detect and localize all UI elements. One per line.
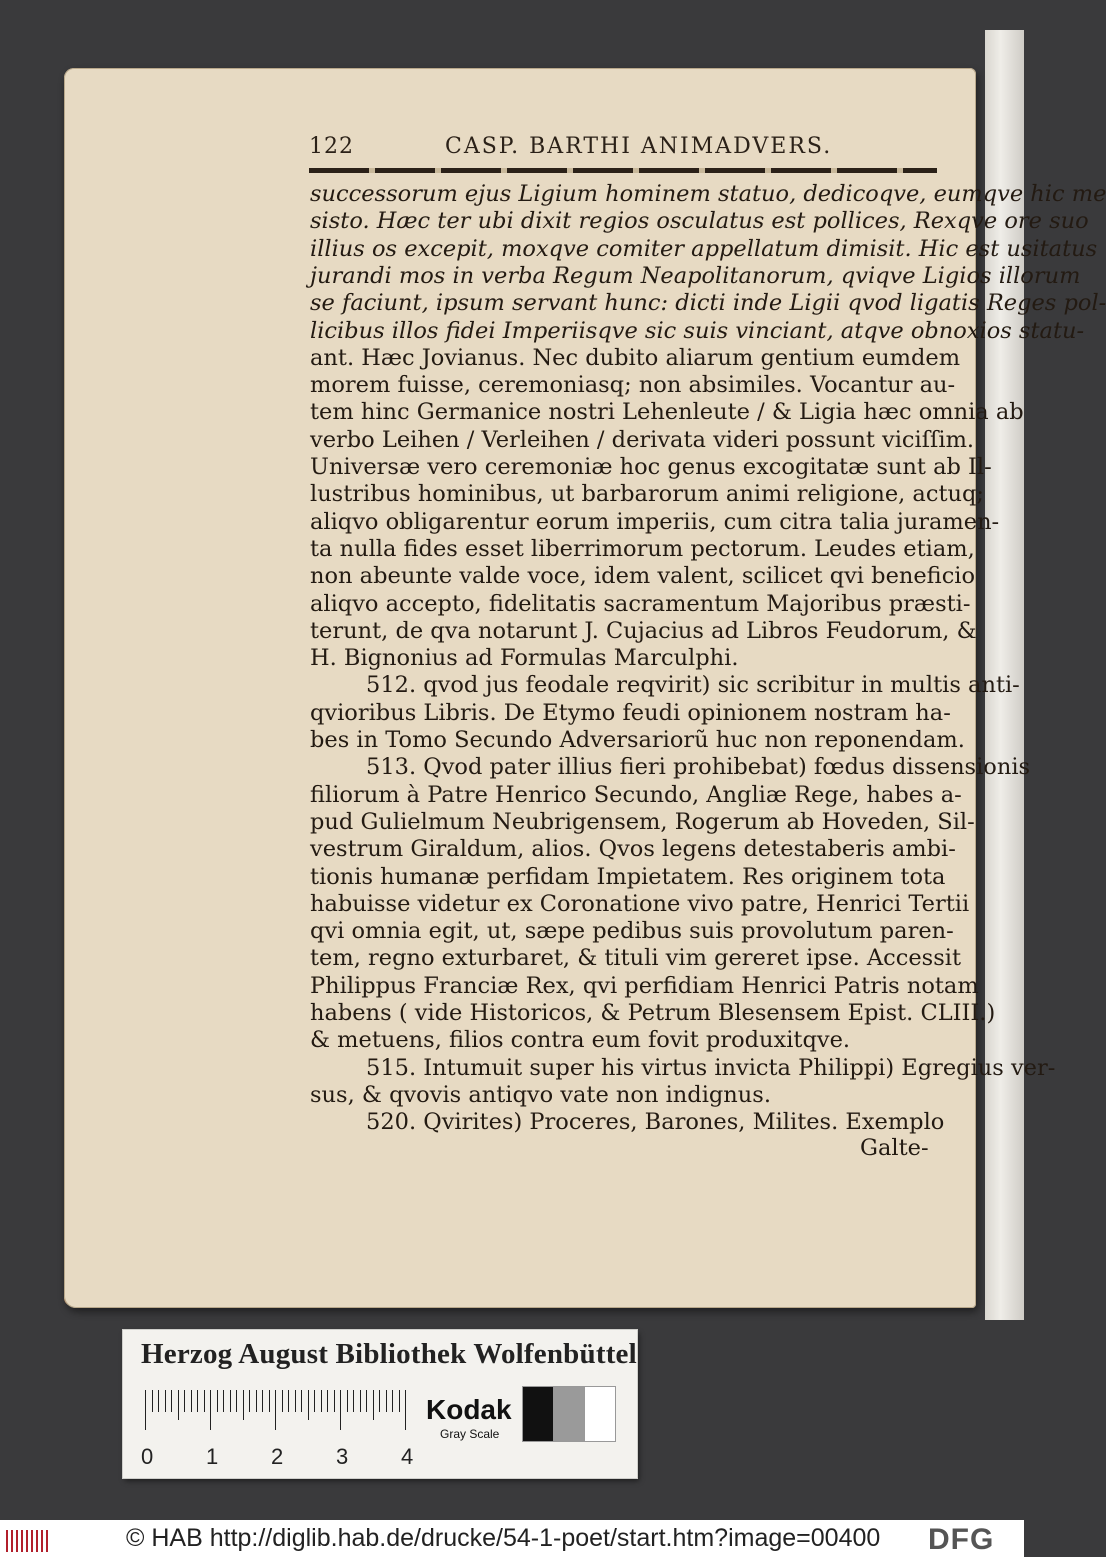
ruler-tick (314, 1390, 315, 1412)
gray-swatch (522, 1386, 554, 1442)
text-line: pud Gulielmum Neubrigensem, Rogerum ab Hoveden, Sil- (310, 808, 975, 835)
ruler-tick (327, 1390, 328, 1412)
ruler-tick (158, 1390, 159, 1412)
running-head: CASP. BARTHI ANIMADVERS. (445, 134, 833, 159)
page-number: 122 (309, 134, 354, 159)
ruler-number: 1 (206, 1444, 219, 1469)
barcode-icon (6, 1530, 48, 1552)
text-line: lustribus hominibus, ut barbarorum animi religione, actuq; (310, 481, 984, 508)
text-line: tionis humanæ perfidam Impietatem. Res originem tota (310, 863, 946, 890)
ruler-tick (197, 1390, 198, 1412)
ruler-tick (301, 1390, 302, 1412)
ruler-tick (360, 1390, 361, 1412)
ruler-tick (178, 1390, 179, 1420)
ruler-tick (373, 1390, 374, 1420)
text-line: bes in Tomo Secundo Adversariorũ huc non reponendam. (310, 727, 965, 753)
text-line: terunt, de qva notarunt J. Cujacius ad Libros Feudorum, & (310, 617, 977, 644)
ruler-tick (288, 1390, 289, 1412)
text-line: qvi omnia egit, ut, sæpe pedibus suis provolutum paren- (310, 918, 954, 945)
ruler-tick (223, 1390, 224, 1412)
text-line: H. Bignonius ad Formulas Marculphi. (310, 645, 739, 672)
ruler-tick (392, 1390, 393, 1412)
kodak-logo: Kodak (426, 1394, 512, 1425)
text-line: habuisse videtur ex Coronatione vivo patre, Henrici Tertii (310, 890, 970, 917)
text-line: filiorum à Patre Henrico Secundo, Angliæ Rege, habes a- (310, 781, 962, 808)
text-line: 520. Qvirites) Proceres, Barones, Milites. Exemplo (366, 1109, 945, 1136)
gray-swatch (553, 1386, 585, 1442)
ruler-tick (152, 1390, 153, 1412)
text-line: licibus illos fidei Imperiisqve sic suis vinciant, atqve obnoxios statu- (310, 317, 1085, 344)
text-line: non abeunte valde voce, idem valent, scilicet qvi beneficio (310, 563, 976, 590)
ruler-tick (204, 1390, 205, 1412)
text-line: & metuens, filios contra eum fovit produxitqve. (310, 1027, 851, 1054)
text-line: illius os excepit, moxqve comiter appellatum dimisit. Hic est usitatus (310, 235, 1098, 262)
library-color-card (123, 1330, 637, 1478)
dfg-logo: DFG (928, 1523, 995, 1556)
text-line: Philippus Franciæ Rex, qvi perfidiam Henrici Patris notam (310, 972, 979, 999)
ruler-tick (184, 1390, 185, 1412)
ruler-number: 3 (336, 1444, 349, 1469)
ruler-tick (347, 1390, 348, 1412)
ruler-number: 0 (141, 1444, 154, 1469)
footer-bar (0, 1520, 1024, 1557)
gray-scale-label: Gray Scale (440, 1427, 500, 1441)
ruler-tick (308, 1390, 309, 1420)
text-line: qvioribus Libris. De Etymo feudi opinionem nostram ha- (310, 699, 951, 726)
ruler-tick (236, 1390, 237, 1412)
ruler-tick (275, 1390, 276, 1430)
text-line: verbo Leihen / Verleihen / derivata videri possunt viciſſim. (310, 426, 975, 453)
text-line: tem hinc Germanice nostri Lehenleute / & Ligia hæc omnia ab (310, 399, 1024, 426)
ruler-tick (249, 1390, 250, 1412)
text-line: habens ( vide Historicos, & Petrum Blesensem Epist. CLIII.) (310, 1000, 996, 1026)
gray-swatch (584, 1386, 616, 1442)
ruler-tick (171, 1390, 172, 1412)
library-name: Herzog August Bibliothek Wolfenbüttel (141, 1338, 637, 1370)
text-line: morem fuisse, ceremoniasq; non absimiles. Vocantur au- (310, 372, 956, 399)
ruler-tick (145, 1390, 146, 1430)
text-line: ta nulla fides esset liberrimorum pectorum. Leudes etiam, (310, 535, 975, 562)
text-line: tem, regno exturbaret, & tituli vim gereret ipse. Accessit (310, 945, 961, 972)
text-line: 512. qvod jus feodale reqvirit) sic scribitur in multis anti- (366, 672, 1020, 699)
ruler-tick (165, 1390, 166, 1412)
ruler-number: 2 (271, 1444, 284, 1469)
ruler-tick (230, 1390, 231, 1412)
text-line: 515. Intumuit super his virtus invicta Philippi) Egregius ver- (366, 1054, 1056, 1081)
ruler-tick (217, 1390, 218, 1412)
catchword: Galte- (860, 1135, 929, 1161)
text-line: sisto. Hæc ter ubi dixit regios osculatus est pollices, Rexqve ore suo (310, 208, 1089, 235)
text-line: jurandi mos in verba Regum Neapolitanorum, qviqve Ligios illorum (310, 262, 1081, 289)
ruler-tick (295, 1390, 296, 1412)
ruler-tick (379, 1390, 380, 1412)
text-line: 513. Qvod pater illius fieri prohibebat) fœdus dissensionis (366, 754, 1031, 781)
ruler-tick (243, 1390, 244, 1420)
text-line: vestrum Giraldum, alios. Qvos legens detestaberis ambi- (310, 836, 956, 863)
text-line: aliqvo obligarentur eorum imperiis, cum citra talia juramen- (310, 508, 1000, 535)
header-rule (309, 168, 937, 173)
ruler-tick (262, 1390, 263, 1412)
text-line: successorum ejus Ligium hominem statuo, dedicoqve, eumqve hic me (310, 181, 1106, 207)
ruler-tick (321, 1390, 322, 1412)
ruler-tick (353, 1390, 354, 1412)
ruler-tick (340, 1390, 341, 1430)
ruler-tick (405, 1390, 406, 1430)
scale-ruler (141, 1390, 425, 1469)
credit-link[interactable]: © HAB http://diglib.hab.de/drucke/54-1-poet/start.htm?image=00400 (126, 1524, 881, 1552)
ruler-tick (386, 1390, 387, 1412)
ruler-tick (366, 1390, 367, 1412)
text-line: sus, & qvovis antiqvo vate non indignus. (310, 1081, 771, 1108)
ruler-tick (269, 1390, 270, 1412)
ruler-tick (399, 1390, 400, 1412)
ruler-tick (334, 1390, 335, 1412)
ruler-tick (191, 1390, 192, 1412)
ruler-number: 4 (401, 1444, 414, 1469)
text-line: se faciunt, ipsum servant hunc: dicti inde Ligii qvod ligatis Reges pol- (310, 290, 1106, 317)
ruler-tick (256, 1390, 257, 1412)
ruler-tick (282, 1390, 283, 1412)
text-line: ant. Hæc Jovianus. Nec dubito aliarum gentium eumdem (310, 344, 961, 371)
text-line: Universæ vero ceremoniæ hoc genus excogitatæ sunt ab Il- (310, 454, 992, 480)
ruler-tick (210, 1390, 211, 1430)
text-line: aliqvo accepto, fidelitatis sacramentum Majoribus præsti- (310, 590, 971, 617)
